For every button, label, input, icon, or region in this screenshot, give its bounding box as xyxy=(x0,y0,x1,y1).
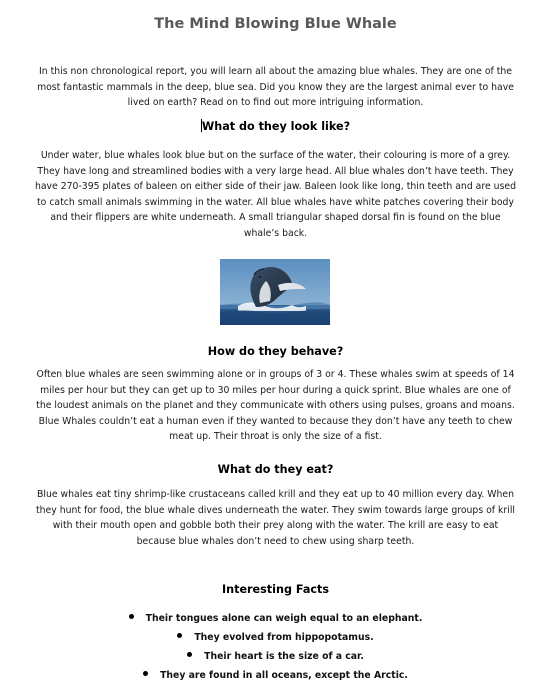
behaviour-paragraph: Often blue whales are seen swimming alone or in groups of 3 or 4. These whales swim at speeds of 14 miles per hour but they can get up to 30 miles per hour during a quick sprint. Blue whales are one of the loudest animals on the planet and they communicate with others using pulses, groans and moans. Blue Whales couldn’t eat a human even if they wanted to because they don’t have any teeth to chew meat up. Their throat is only the size of a fist. xyxy=(36,369,515,443)
page-title: The Mind Blowing Blue Whale xyxy=(154,16,397,32)
list-item: Their heart is the size of a car. xyxy=(0,647,551,666)
list-item: They are found in all oceans, except the Arctic. xyxy=(0,666,551,685)
bullet-icon xyxy=(129,614,134,619)
list-item: They evolved from hippopotamus. xyxy=(0,628,551,647)
section-heading-facts: Interesting Facts xyxy=(221,583,330,596)
section-heading-behaviour: How do they behave? xyxy=(207,345,344,358)
whale-breaching-illustration xyxy=(220,259,330,325)
bullet-icon xyxy=(187,652,192,657)
blue-whale-photo xyxy=(220,259,330,325)
facts-list xyxy=(0,609,551,685)
section-heading-diet: What do they eat? xyxy=(217,463,334,476)
list-item: Their tongues alone can weigh equal to an elephant. xyxy=(0,609,551,628)
intro-paragraph: In this non chronological report, you will learn all about the amazing blue whales. They are one of the most fantastic mammals in the deep, blue sea. Did you know they are the largest animal ever to have lived on earth? Read on to find out more intriguing information. xyxy=(37,66,514,109)
diet-paragraph: Blue whales eat tiny shrimp-like crustaceans called krill and they eat up to 40 million every day. When they hunt for food, the blue whale dives underneath the water. They swim towards large groups of krill with their mouth open and gobble both their prey along with the water. The krill are easy to eat because blue whales don’t need to chew using sharp teeth. xyxy=(35,489,515,547)
appearance-paragraph: Under water, blue whales look blue but on the surface of the water, their colouring is more of a grey. They have long and streamlined bodies with a very large head. All blue whales don’t have teeth. They have 270-395 plates of baleen on either side of their jaw. Baleen look like long, thin teeth and are used to catch small animals swimming in the water. All blue whales have white patches covering their body and their flippers are white underneath. A small triangular shaped dorsal fin is found on the blue whale’s back. xyxy=(34,150,517,239)
section-heading-appearance: What do they look like? xyxy=(201,120,351,133)
bullet-icon xyxy=(143,671,148,676)
bullet-icon xyxy=(177,633,182,638)
